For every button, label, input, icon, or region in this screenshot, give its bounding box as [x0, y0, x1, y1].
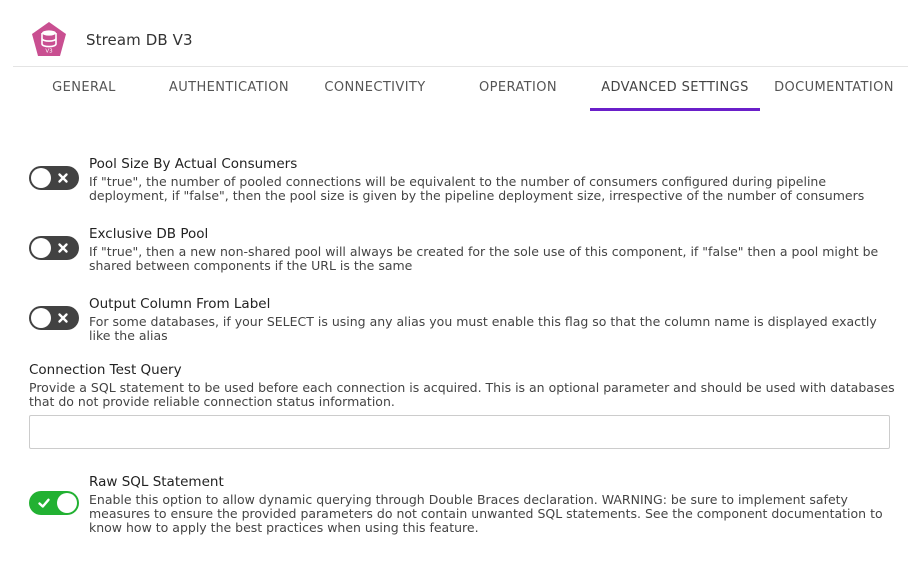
connection-test-title: Connection Test Query — [29, 362, 182, 378]
close-icon — [56, 171, 70, 185]
raw-sql-description: Enable this option to allow dynamic querying through Double Braces declaration. WARNING: be sure to implement safety measures to ensure the provided parameters do not contain unwanted SQL statements. See the component documentation to know how to apply the best practices when using this feature. — [89, 492, 883, 535]
toggle-knob — [57, 493, 77, 513]
pool-size-toggle[interactable] — [29, 166, 79, 190]
toggle-knob — [31, 238, 51, 258]
connection-test-description: Provide a SQL statement to be used before each connection is acquired. This is an optional parameter and should be used with databases that do not provide reliable connection status information. — [29, 380, 895, 409]
logo-badge: V3 — [45, 48, 53, 55]
toggle-knob — [31, 308, 51, 328]
close-icon — [56, 241, 70, 255]
tab-advanced-settings[interactable]: ADVANCED SETTINGS — [601, 80, 749, 95]
connection-test-input[interactable] — [29, 415, 890, 449]
exclusive-pool-title: Exclusive DB Pool — [89, 226, 209, 242]
tab-operation[interactable]: OPERATION — [478, 80, 557, 95]
output-column-title: Output Column From Label — [89, 296, 271, 312]
tab-documentation[interactable]: DOCUMENTATION — [774, 80, 894, 95]
tab-authentication[interactable]: AUTHENTICATION — [168, 80, 290, 95]
raw-sql-title: Raw SQL Statement — [89, 474, 224, 490]
output-column-description: For some databases, if your SELECT is using any alias you must enable this flag so that the column name is displayed exactly like the alias — [89, 314, 877, 343]
exclusive-pool-description: If "true", then a new non-shared pool will always be created for the sole use of this component, if "false" then a pool might be shared between components if the URL is the same — [89, 244, 879, 273]
pool-size-title: Pool Size By Actual Consumers — [89, 156, 298, 172]
raw-sql-toggle[interactable] — [29, 491, 79, 515]
output-column-toggle[interactable] — [29, 306, 79, 330]
tab-general[interactable]: GENERAL — [52, 80, 116, 95]
exclusive-pool-toggle[interactable] — [29, 236, 79, 260]
database-icon — [30, 21, 68, 59]
toggle-knob — [31, 168, 51, 188]
header — [30, 20, 193, 60]
pool-size-description: If "true", the number of pooled connections will be equivalent to the number of consumers configured during pipeline deployment, if "false", then the pool size is given by the pipeline deployment size, irrespective of the number of consumers — [89, 174, 865, 203]
active-tab-indicator — [590, 108, 760, 111]
page-title: Stream DB V3 — [86, 31, 193, 49]
check-icon — [37, 496, 51, 510]
close-icon — [56, 311, 70, 325]
tab-connectivity[interactable]: CONNECTIVITY — [324, 80, 426, 95]
header-divider — [13, 66, 908, 67]
